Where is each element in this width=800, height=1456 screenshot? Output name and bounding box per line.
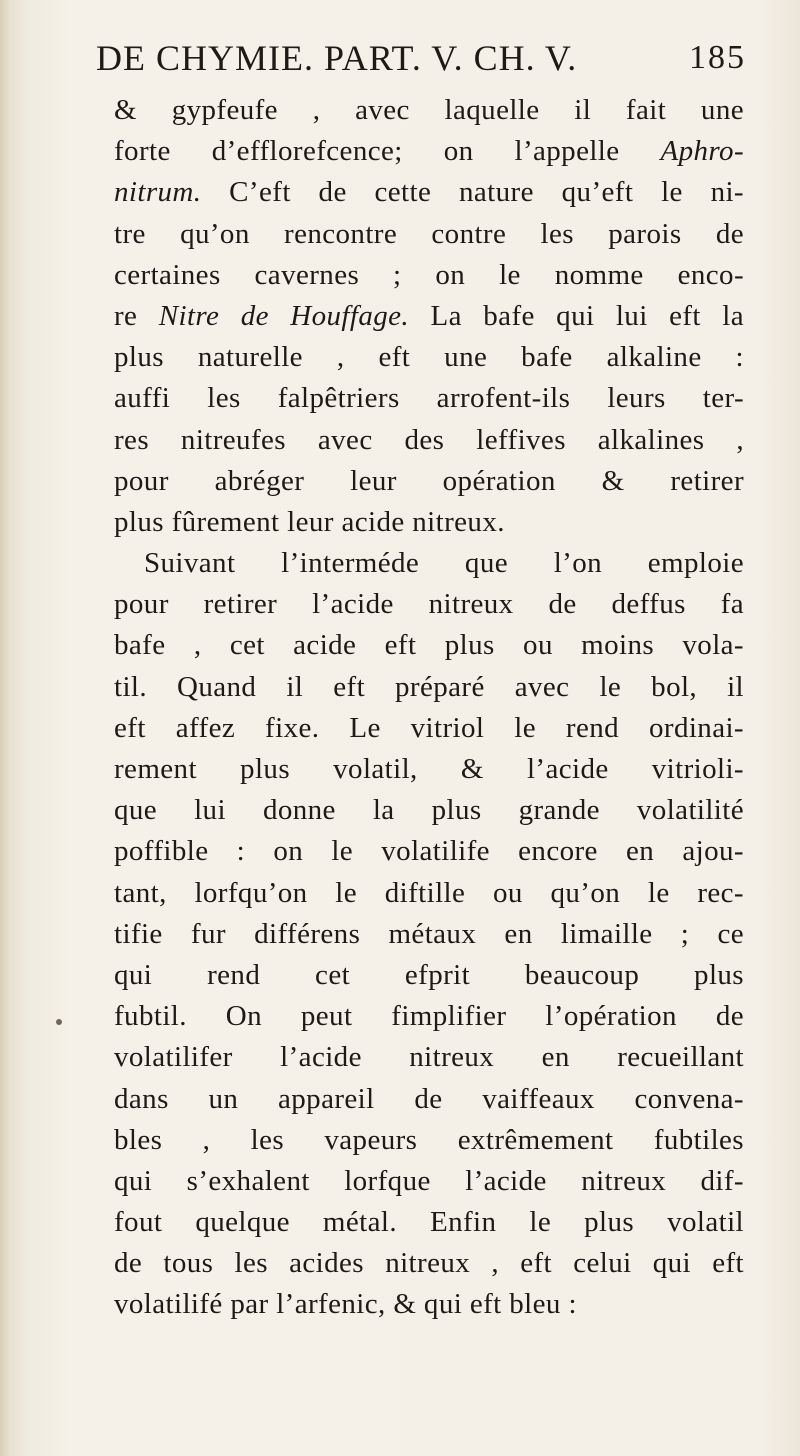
text-line — [114, 667, 744, 708]
text-run: rement plus volatil, & l’acide vitrioli- — [114, 753, 744, 785]
text-line — [114, 1079, 744, 1120]
text-line — [114, 708, 744, 749]
text-run: res nitreufes avec des leffives alkalines , — [114, 423, 744, 456]
text-run: tifie fur différens métaux en limaille ; ce — [114, 917, 744, 950]
text-run: que lui donne la plus grande volatilité — [114, 794, 744, 827]
text-run: & gypfeufe , avec laquelle il fait une — [114, 94, 744, 126]
italic-run: nitrum. — [114, 176, 202, 209]
text-line — [114, 996, 744, 1037]
text-line — [114, 255, 744, 296]
text-line — [114, 296, 744, 337]
text-run: fout quelque métal. Enfin le plus volatil — [114, 1206, 744, 1239]
text-line — [114, 625, 744, 666]
text-run: pour retirer l’acide nitreux de deffus fa — [114, 588, 744, 621]
text-line — [114, 131, 744, 172]
text-run: volatilifé par l’arfenic, & qui eft bleu : — [114, 1288, 577, 1321]
text-line — [114, 1161, 744, 1202]
text-line — [114, 955, 744, 996]
text-run: plus fûrement leur acide nitreux. — [114, 505, 505, 538]
text-line — [114, 584, 744, 625]
text-line — [114, 461, 744, 502]
page-number: 185 — [689, 39, 746, 76]
text-line — [114, 1284, 744, 1325]
text-run: eft affez fixe. Le vitriol le rend ordinai- — [114, 711, 744, 744]
text-line — [114, 1120, 744, 1161]
text-line — [114, 790, 744, 831]
text-run: bafe , cet acide eft plus ou moins vola- — [114, 629, 744, 662]
text-run: plus naturelle , eft une bafe alkaline : — [114, 341, 744, 374]
text-run: qui rend cet efprit beaucoup plus — [114, 958, 744, 991]
text-run: bles , les vapeurs extrêmement fubtiles — [114, 1123, 744, 1156]
page-header — [96, 36, 746, 82]
text-run: til. Quand il eft préparé avec le bol, il — [114, 670, 744, 703]
text-line — [114, 543, 744, 584]
text-line — [114, 90, 744, 131]
text-run: Suivant l’interméde que l’on emploie — [144, 547, 744, 580]
text-line — [114, 1037, 744, 1078]
text-run: La bafe qui lui eft la — [409, 299, 744, 332]
text-run: volatilifer l’acide nitreux en recueillant — [114, 1041, 744, 1074]
text-run: pour abréger leur opération & retirer — [114, 464, 744, 497]
text-run: certaines cavernes ; on le nomme enco- — [114, 258, 744, 291]
text-line — [114, 214, 744, 255]
text-line — [114, 1243, 744, 1284]
text-line — [114, 420, 744, 461]
margin-dot — [56, 1019, 62, 1025]
text-run: re — [114, 299, 159, 332]
text-run: tre qu’on rencontre contre les parois de — [114, 217, 744, 250]
text-run: forte d’efflorefcence; on l’appelle — [114, 135, 661, 168]
text-run: fubtil. On peut fimplifier l’opération de — [114, 1000, 744, 1033]
text-line — [114, 749, 744, 790]
text-run: qui s’exhalent lorfque l’acide nitreux dif- — [114, 1164, 744, 1197]
binding-gutter — [0, 0, 18, 1456]
italic-run: Aphro- — [660, 135, 744, 168]
text-run: de tous les acides nitreux , eft celui qui eft — [114, 1247, 744, 1280]
text-run: poffible : on le volatilife encore en ajou- — [114, 835, 744, 868]
text-run: dans un appareil de vaiffeaux convena- — [114, 1082, 744, 1115]
body-text — [114, 90, 744, 1326]
running-head: DE CHYMIE. PART. V. CH. V. — [96, 38, 578, 78]
text-line — [114, 831, 744, 872]
text-line — [114, 502, 744, 543]
text-run: C’eft de cette nature qu’eft le ni- — [201, 176, 744, 209]
text-line — [114, 378, 744, 419]
text-line — [114, 337, 744, 378]
text-run: auffi les falpêtriers arrofent-ils leurs ter- — [114, 382, 744, 415]
text-line — [114, 172, 744, 213]
text-line — [114, 914, 744, 955]
italic-run: Nitre de Houffage. — [158, 299, 410, 332]
text-line — [114, 873, 744, 914]
text-run: tant, lorfqu’on le diftille ou qu’on le rec- — [114, 876, 744, 909]
text-line — [114, 1202, 744, 1243]
